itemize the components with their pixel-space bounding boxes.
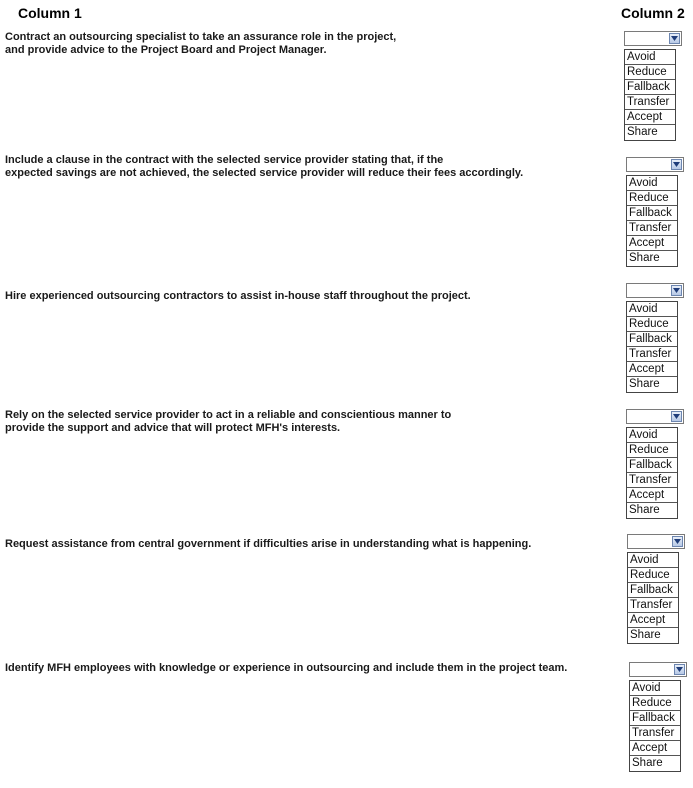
question-row [0, 290, 693, 416]
option-share[interactable]: Share [630, 629, 661, 641]
option-list [629, 680, 681, 772]
chevron-down-icon[interactable] [672, 536, 683, 547]
option-list [626, 301, 678, 393]
option-avoid[interactable]: Avoid [630, 681, 680, 696]
question-row [0, 409, 693, 535]
answer-select[interactable] [627, 534, 685, 549]
chevron-down-icon[interactable] [671, 285, 682, 296]
option-transfer[interactable]: Transfer [628, 598, 678, 613]
question-text: Hire experienced outsourcing contractors to assist in-house staff throughout the project. [5, 290, 471, 302]
column-2-header: Column 2 [621, 5, 685, 21]
option-avoid[interactable]: Avoid [627, 428, 677, 443]
option-accept[interactable]: Accept [625, 110, 675, 125]
answer-dropdown [627, 534, 685, 644]
option-reduce[interactable]: Reduce [628, 568, 678, 583]
option-share[interactable]: Share [629, 378, 660, 390]
answer-select[interactable] [629, 662, 687, 677]
question-text: Include a clause in the contract with the selected service provider stating that, if the expected savings are not achieved, the selected service provider will reduce their fees accordingly. [5, 154, 524, 179]
answer-select[interactable] [626, 283, 684, 298]
column-1-header: Column 1 [18, 5, 82, 21]
option-transfer[interactable]: Transfer [627, 347, 677, 362]
answer-dropdown [626, 409, 684, 519]
option-fallback[interactable]: Fallback [627, 332, 677, 347]
option-reduce[interactable]: Reduce [625, 65, 675, 80]
answer-select[interactable] [626, 409, 684, 424]
chevron-down-icon[interactable] [671, 159, 682, 170]
option-fallback[interactable]: Fallback [627, 458, 677, 473]
option-list [627, 552, 679, 644]
question-text: Identify MFH employees with knowledge or experience in outsourcing and include them in the project team. [5, 662, 568, 674]
option-reduce[interactable]: Reduce [627, 443, 677, 458]
option-fallback[interactable]: Fallback [630, 711, 680, 726]
answer-dropdown [629, 662, 687, 772]
option-transfer[interactable]: Transfer [627, 473, 677, 488]
answer-dropdown [624, 31, 682, 141]
chevron-down-icon[interactable] [669, 33, 680, 44]
option-accept[interactable]: Accept [627, 236, 677, 251]
option-reduce[interactable]: Reduce [627, 191, 677, 206]
option-avoid[interactable]: Avoid [625, 50, 675, 65]
option-accept[interactable]: Accept [627, 362, 677, 377]
answer-dropdown [626, 157, 684, 267]
option-reduce[interactable]: Reduce [630, 696, 680, 711]
question-text: Contract an outsourcing specialist to take an assurance role in the project, and provide advice to the Project Board and Project Manager. [5, 31, 397, 56]
option-fallback[interactable]: Fallback [627, 206, 677, 221]
option-transfer[interactable]: Transfer [627, 221, 677, 236]
option-transfer[interactable]: Transfer [630, 726, 680, 741]
answer-select[interactable] [624, 31, 682, 46]
option-accept[interactable]: Accept [630, 741, 680, 756]
option-list [626, 175, 678, 267]
option-avoid[interactable]: Avoid [628, 553, 678, 568]
chevron-down-icon[interactable] [674, 664, 685, 675]
option-avoid[interactable]: Avoid [627, 302, 677, 317]
option-share[interactable]: Share [629, 504, 660, 516]
option-list [624, 49, 676, 141]
option-accept[interactable]: Accept [627, 488, 677, 503]
option-reduce[interactable]: Reduce [627, 317, 677, 332]
question-row [0, 31, 693, 157]
answer-select[interactable] [626, 157, 684, 172]
option-transfer[interactable]: Transfer [625, 95, 675, 110]
option-accept[interactable]: Accept [628, 613, 678, 628]
option-avoid[interactable]: Avoid [627, 176, 677, 191]
option-share[interactable]: Share [632, 757, 663, 769]
option-share[interactable]: Share [629, 252, 660, 264]
question-row [0, 662, 693, 788]
question-text: Request assistance from central government if difficulties arise in understanding what is happening. [5, 538, 532, 550]
option-share[interactable]: Share [627, 126, 658, 138]
question-text: Rely on the selected service provider to act in a reliable and conscientious manner to provide the support and advice that will protect MFH's interests. [5, 409, 452, 434]
chevron-down-icon[interactable] [671, 411, 682, 422]
question-row [0, 538, 693, 664]
option-fallback[interactable]: Fallback [625, 80, 675, 95]
answer-dropdown [626, 283, 684, 393]
question-row [0, 154, 693, 280]
option-list [626, 427, 678, 519]
option-fallback[interactable]: Fallback [628, 583, 678, 598]
